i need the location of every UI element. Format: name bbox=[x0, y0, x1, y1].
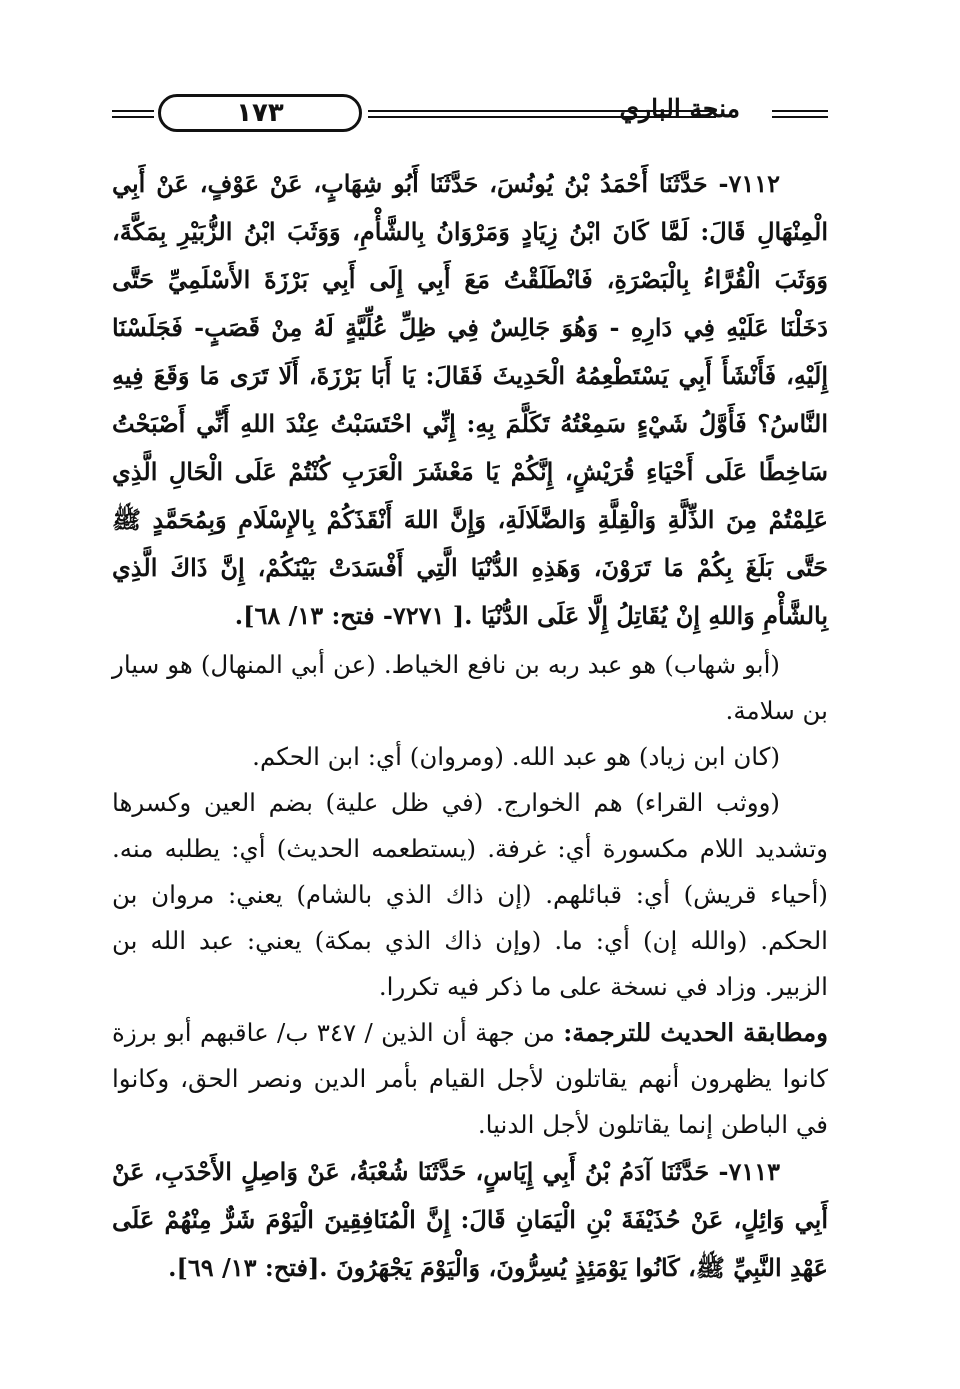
book-title: منحة الباري bbox=[619, 94, 740, 123]
header-rule-left bbox=[112, 110, 154, 118]
page-number: ١٧٣ bbox=[236, 98, 284, 128]
matching-rest: من جهة أن الذين / ٣٤٧ ب/ عاقبهم أبو برزة كانوا يظهرون أنهم يقاتلون لأجل القيام بأمر الدين ونصر الحق، وكانوا في الباطن إنما يقاتلون لأجل الدنيا. bbox=[112, 1018, 828, 1139]
chapter-matching-note bbox=[112, 1010, 828, 1148]
hadith-7113: ٧١١٣- حَدَّثَنَا آدَمُ بْنُ أَبِي إِيَاسٍ، حَدَّثَنَا شُعْبَةُ، عَنْ وَاصِلٍ الأَحْدَبِ، عَنْ أَبِي وَائِلٍ، عَنْ حُذَيْفَةَ بْنِ الْيَمَانِ قَالَ: إِنَّ الْمُنَافِقِينَ الْيَوْمَ شَرٌّ مِنْهُمْ عَلَى عَهْدِ النَّبِيِّ ﷺ، كَانُوا يَوْمَئِذٍ يُسِرُّونَ، وَالْيَوْمَ يَجْهَرُونَ .[فتح: ١٣/ ٦٩]. bbox=[112, 1157, 828, 1282]
hadith-7112: ٧١١٢- حَدَّثَنَا أَحْمَدُ بْنُ يُونُسَ، حَدَّثَنَا أَبُو شِهَابٍ، عَنْ عَوْفٍ، عَنْ أَبِي الْمِنْهَالِ قَالَ: لَمَّا كَانَ ابْنُ زِيَادٍ وَمَرْوَانُ بِالشَّأْمِ، وَوَثَبَ ابْنُ الزُّبَيْرِ بِمَكَّةَ، وَوَثَبَ الْقُرَّاءُ بِالْبَصْرَةِ، فَانْطَلَقْتُ مَعَ أَبِي إِلَى أَبِي بَرْزَةَ الأَسْلَمِيِّ حَتَّى دَخَلْنَا عَلَيْهِ فِي دَارِهِ - وَهُوَ جَالِسٌ فِي ظِلِّ عُلِّيَّةٍ لَهُ مِنْ قَصَبٍ- فَجَلَسْنَا إِلَيْهِ، فَأَنْشَأَ أَبِي يَسْتَطْعِمُهُ الْحَدِيثَ فَقَالَ: يَا أَبَا بَرْزَةَ، أَلَا تَرَى مَا وَقَعَ فِيهِ النَّاسُ؟ فَأَوَّلُ شَيْءٍ سَمِعْتُهُ تَكَلَّمَ بِهِ: إِنِّي احْتَسَبْتُ عِنْدَ اللهِ أَنِّي أَصْبَحْتُ سَاخِطًا عَلَى أَحْيَاءِ قُرَيْشٍ، إِنَّكُمْ يَا مَعْشَرَ الْعَرَبِ كُنْتُمْ عَلَى الْحَالِ الَّذِي عَلِمْتُمْ مِنَ الذِّلَّةِ وَالْقِلَّةِ وَالضَّلَالَةِ، وَإِنَّ اللهَ أَنْقَذَكُمْ بِالإِسْلَامِ وَبِمُحَمَّدٍ ﷺ حَتَّى بَلَغَ بِكُمْ مَا تَرَوْنَ، وَهَذِهِ الدُّنْيَا الَّتِي أَفْسَدَتْ بَيْنَكُمْ، إِنَّ ذَاكَ الَّذِي بِالشَّأْمِ وَاللهِ إِنْ يُقَاتِلُ إِلَّا عَلَى الدُّنْيَا .[ ٧٢٧١- فتح: ١٣/ ٦٨]. bbox=[112, 169, 829, 630]
page-body bbox=[112, 160, 828, 1292]
header-rule-right bbox=[772, 110, 828, 118]
commentary-vocabulary: (ووثب القراء) هم الخوارج. (في ظل علية) بضم العين وكسرها وتشديد اللام مكسورة أي: غرفة. (يستطعمه الحديث) أي: يطلبه منه. (أحياء قريش) أي: قبائلهم. (إن ذاك الذي بالشام) يعني: مروان بن الحكم. (والله إن) أي: ما. (وإن ذاك الذي بمكة) يعني: عبد الله بن الزبير. وزاد في نسخة على ما ذكر فيه تكررا. bbox=[112, 788, 828, 1001]
page-number-badge bbox=[158, 94, 362, 132]
commentary-names: (كان ابن زياد) هو عبد الله. (ومروان) أي: ابن الحكم. bbox=[252, 742, 780, 771]
matching-lead: ومطابقة الحديث للترجمة: bbox=[563, 1018, 828, 1047]
commentary-narrators: (أبو شهاب) هو عبد ربه بن نافع الخياط. (عن أبي المنهال) هو سيار بن سلامة. bbox=[112, 650, 828, 725]
page-header bbox=[112, 92, 828, 152]
